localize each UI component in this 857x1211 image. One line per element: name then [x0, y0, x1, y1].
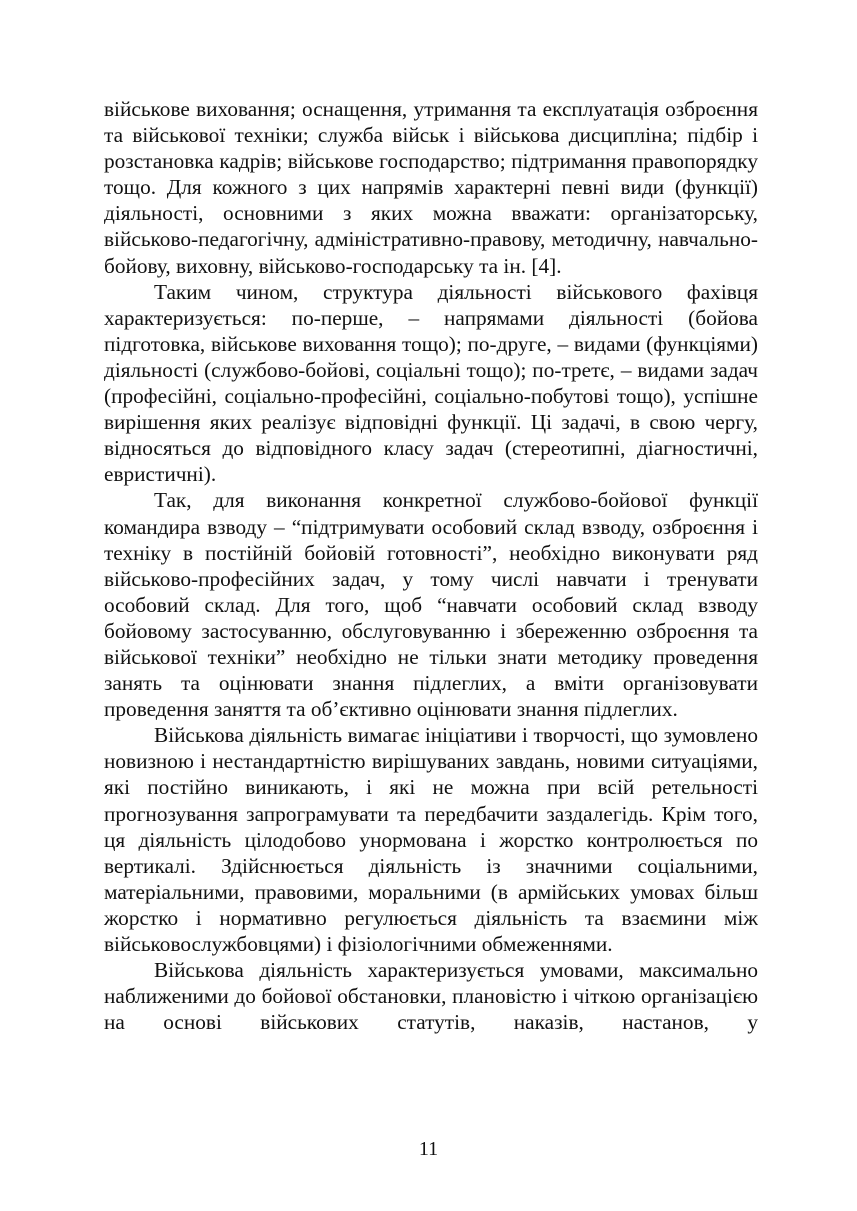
paragraph: Таким чином, структура діяльності військового фахівця характеризується: по-перше, – напрямами діяльності (бойова підготовка, військове виховання тощо); по-друге, – видами (функціями) діяльності (службово-бойові, соціальні тощо); по-третє, – видами задач (професійні, соціально-професійні, соціально-побутові тощо), успішне вирішення яких реалізує відповідні функції. Ці задачі, в свою чергу, відносяться до відповідного класу задач (стереотипні, діагностичні, евристичні).	[104, 279, 758, 487]
paragraph: Військова діяльність характеризується умовами, максимально наближеними до бойової обстановки, плановістю і чіткою організацією на основі військових статутів, наказів, настанов, у	[104, 958, 758, 1035]
paragraph: Військова діяльність вимагає ініціативи і творчості, що зумовлено новизною і нестандартністю вирішуваних завдань, новими ситуаціями, які постійно виникають, і які не можна при всій ретельності прогнозування запрограмувати та передбачити заздалегідь. Крім того, ця діяльність цілодобово унормована і жорстко контролюється по вертикалі. Здійснюється діяльність із значними соціальними, матеріальними, правовими, моральними (в армійських умовах більш жорстко і нормативно регулюється діяльність та взаємини між військовослужбовцями) і фізіологічними обмеженнями.	[104, 723, 758, 956]
page-number: 11	[418, 1138, 439, 1160]
paragraph: Так, для виконання конкретної службово-бойової функції командира взводу – “підтримувати особовий склад взводу, озброєння і техніку в постійній бойовій готовності”, необхідно виконувати ряд військово-професійних задач, у тому числі навчати і тренувати особовий склад. Для того, щоб “навчати особовий склад взводу бойовому застосуванню, обслуговуванню і збереженню озброєння та військової техніки” необхідно не тільки знати методику проведення занять та оцінювати знання підлеглих, а вміти організовувати проведення заняття та об’єктивно оцінювати знання підлеглих.	[104, 488, 758, 722]
paragraph: військове виховання; оснащення, утримання та експлуатація озброєння та військової техніки; служба військ і військова дисципліна; підбір і розстановка кадрів; військове господарство; підтримання правопорядку тощо. Для кожного з цих напрямів характерні певні види (функції) діяльності, основними з яких можна вважати: організаторську, військово-педагогічну, адміністративно-правову, методичну, навчально-бойову, виховну, військово-господарську та ін. [4].	[104, 97, 758, 278]
body-text	[104, 96, 758, 1035]
